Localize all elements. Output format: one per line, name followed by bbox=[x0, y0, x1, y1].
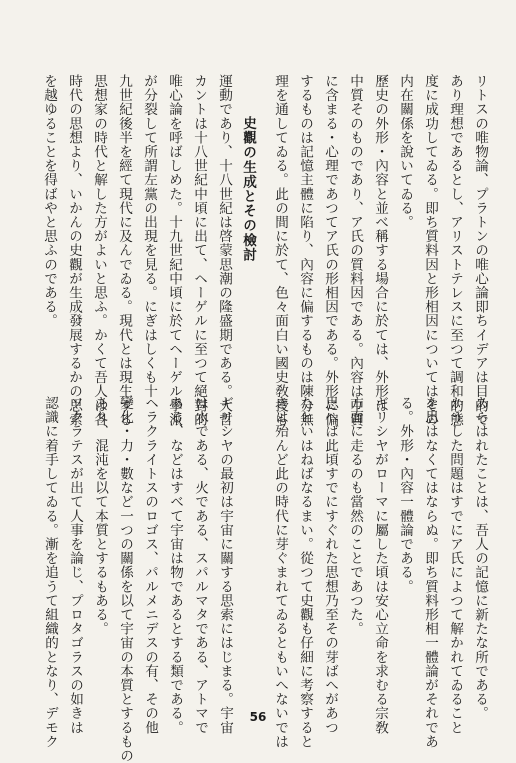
text-line: を思はなくてはならぬ。即ち質料形相一體論がそれであ bbox=[422, 396, 438, 749]
text-line: あり理想であるとし、アリストテレスに至つて調和的態 bbox=[447, 74, 463, 427]
text-line: 度に成功してゐる。即ち質料因と形相因についてはその bbox=[422, 74, 438, 427]
text-line: に含まる・心理であつてア氏の形相因である。外形に偏 bbox=[322, 74, 338, 427]
text-line: 思へば此頃すでにすぐれた思想乃至その芽ばへがあつ bbox=[322, 396, 338, 735]
text-block-top-left bbox=[36, 74, 236, 427]
text-line: 時代の思想より、いかんの史觀が生成發展するかの思索 bbox=[66, 74, 82, 427]
text-line: ギリシヤの最初は宇宙に關する思索にはじまる。宇宙 bbox=[217, 396, 233, 735]
text-line: かうした問題はすでにア氏によつて解かれてゐること bbox=[447, 396, 463, 735]
text-line: る。外形・內容一體論である。 bbox=[397, 396, 413, 594]
text-line: するものは記憶主體に陷り、內容に偏するものは陳分無 bbox=[297, 74, 313, 427]
text-line: カントは十八世紀中頃に出て、ヘーゲルに至つて絕對的 bbox=[191, 74, 207, 427]
text-line: 認識に着手してゐる。漸を追うて組織的となり、デモク bbox=[42, 396, 58, 749]
text-line: ソクラテスが出て人事を論じ、プロタゴラスの如きは bbox=[67, 396, 83, 735]
text-line: 内在關係を說いてゐる。 bbox=[397, 74, 413, 230]
text-line: ある、などはすべて宇宙は物であるとする類である。 bbox=[167, 396, 183, 735]
text-line: 理を通してゐる。此の間に於て、色々面白い國史敎授も bbox=[272, 74, 288, 427]
text-line: 方面に走るのも當然のことであつた。 bbox=[347, 396, 363, 636]
text-line: が分裂して所謂左黨の出現を見る。にぎはしくも十 bbox=[141, 74, 157, 399]
text-block-bottom-right bbox=[267, 396, 492, 749]
text-line: 運動であり、十八世紀は啓蒙思潮の隆盛期である。大哲 bbox=[216, 74, 232, 427]
text-line: あらはれたことは、吾人の記憶に新たな所である。 bbox=[472, 396, 488, 721]
text-line: きは殆んど此の時代に芽ぐまれてゐるともいへないでは bbox=[272, 396, 288, 749]
text-line: 唯心論を呼ばしめた。十九世紀中頃に於てヘーゲル學派 bbox=[166, 74, 182, 427]
text-line: 歷史の外形・內容と並べ稱する場合に於ては、外形は bbox=[372, 74, 388, 413]
text-block-bottom-left bbox=[37, 396, 237, 763]
text-line: を越ゆることを得ばやと思ふのである。 bbox=[41, 74, 57, 328]
text-block-top-right bbox=[267, 74, 492, 427]
text-line: 九世紀後半を經て現代に及んでゐる。現代とは現生する bbox=[116, 74, 132, 427]
text-line: 變化・力・數など一つの關係を以て宇宙の本質とするもの bbox=[117, 396, 133, 763]
section-heading: 史觀の生成とその檢討 bbox=[240, 116, 256, 262]
text-line: は水である、火である、スパルマタである、アトマで bbox=[192, 396, 208, 735]
text-line: 中質そのものであり、ア氏の質料因である。內容は中質 bbox=[347, 74, 363, 427]
text-line: あり、混沌を以て本質とするもある。 bbox=[92, 396, 108, 636]
text-line: ヘラクライトスのロゴス、パルメニデスの有、その他 bbox=[142, 396, 158, 735]
text-line: リトスの唯物論、プラトンの唯心論即ちイデアは目的で bbox=[472, 74, 488, 427]
page-number: 56 bbox=[249, 710, 267, 724]
text-line: ギリシヤがローマに屬した頃は安心立命を求むる宗敎 bbox=[372, 396, 388, 735]
text-line: 思想家の時代と解した方がよいと思ふ。かくて吾人は各 bbox=[91, 74, 107, 427]
text-line: たといはねばなるまい。從つて史觀も仔細に考察すると bbox=[297, 396, 313, 749]
